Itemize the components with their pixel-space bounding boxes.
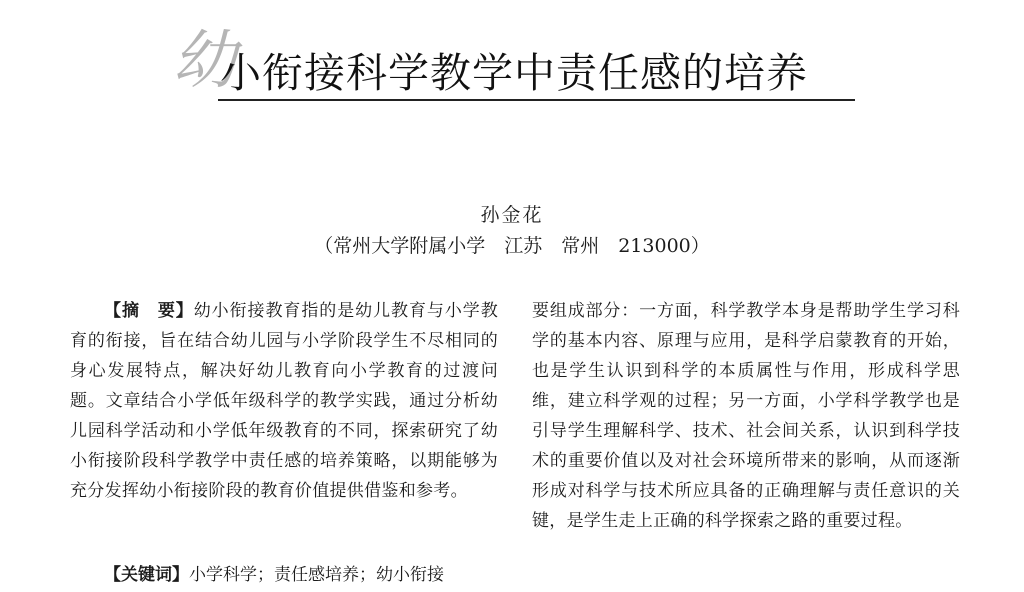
article-title <box>168 20 868 108</box>
keywords-line <box>70 560 498 590</box>
abstract-paragraph <box>70 296 498 506</box>
body-column-right <box>532 296 960 536</box>
title-initial-char: 幼 <box>172 24 236 98</box>
body-paragraph: 要组成部分：一方面，科学教学本身是帮助学生学习科学的基本内容、原理与应用，是科学启蒙教育的开始，也是学生认识到科学的本质属性与作用，形成科学思维，建立科学观的过程；另一方面，小学科学教学也是引导学生理解科学、技术、社会间关系，认识到科学技术的重要价值以及对社会环境所带来的影响，从而逐渐形成对科学与技术所应具备的正确理解与责任意识的关键，是学生走上正确的科学探索之路的重要过程。 <box>532 301 960 531</box>
abstract-block <box>70 296 498 506</box>
author-affiliation: （常州大学附属小学 江苏 常州 213000） <box>314 235 710 257</box>
keywords-text: 小学科学；责任感培养；幼小衔接 <box>189 565 444 585</box>
abstract-text: 幼小衔接教育指的是幼儿教育与小学教育的衔接，旨在结合幼儿园与小学阶段学生不尽相同的身心发展特点，解决好幼儿教育向小学教育的过渡问题。文章结合小学低年级科学的教学实践，通过分析幼儿园科学活动和小学低年级教育的不同，探索研究了幼小衔接阶段科学教学中责任感的培养策略，以期能够为充分发挥幼小衔接阶段的教育价值提供借鉴和参考。 <box>70 301 499 501</box>
keywords-label: 【关键词】 <box>104 565 189 585</box>
title-underline <box>218 99 855 101</box>
author-name: 孙金花 <box>480 204 544 226</box>
abstract-label: 【摘 要】 <box>104 301 194 321</box>
title-text: 小衔接科学教学中责任感的培养 <box>220 49 808 97</box>
